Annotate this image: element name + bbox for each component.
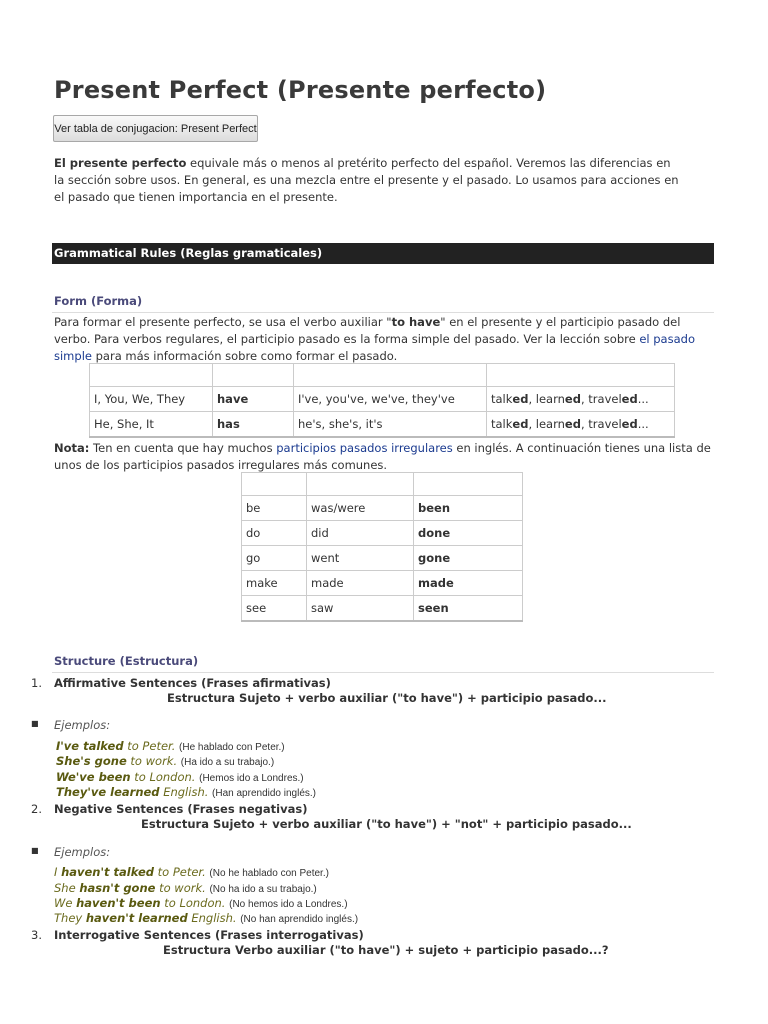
example-verb: haven't talked	[61, 865, 154, 879]
example-rest: to London.	[160, 896, 226, 910]
note-paragraph	[54, 440, 719, 474]
irregular-verbs-table	[241, 472, 523, 622]
examples-label: Ejemplos:	[54, 718, 111, 732]
table-cell	[213, 387, 294, 412]
bullet-icon: ■	[31, 846, 39, 855]
example-sentence	[54, 881, 317, 895]
table-cell: did	[307, 521, 414, 546]
table-row	[242, 596, 523, 622]
note-text-b: en inglés. A continuación tienes una lista de unos de los participios pasados irregulares más comunes.	[54, 441, 711, 472]
participle-stem: , learn	[528, 392, 565, 406]
participle-stem: talk	[491, 417, 513, 431]
table-cell: saw	[307, 596, 414, 622]
participle-suffix: ed	[621, 392, 638, 406]
example-verb: She's gone	[56, 754, 127, 768]
table-cell	[213, 364, 294, 387]
structure-formula: Estructura Sujeto + verbo auxiliar ("to have") + "not" + participio pasado...	[141, 817, 632, 831]
irregular-participles-link[interactable]: participios pasados irregulares	[276, 441, 453, 455]
table-cell	[294, 364, 487, 387]
table-cell	[414, 473, 523, 496]
table-row	[90, 387, 675, 412]
example-translation: (He hablado con Peter.)	[179, 742, 285, 753]
note-label: Nota:	[54, 441, 90, 455]
aux-verb: have	[217, 392, 249, 406]
table-cell: go	[242, 546, 307, 571]
example-translation: (No hemos ido a Londres.)	[229, 899, 348, 910]
example-translation: (No he hablado con Peter.)	[209, 868, 329, 879]
example-rest: English.	[159, 785, 209, 799]
table-cell	[242, 473, 307, 496]
example-sentence	[54, 911, 358, 925]
list-item-title: Interrogative Sentences (Frases interrogativas)	[54, 928, 364, 942]
form-heading: Form (Forma)	[54, 294, 143, 308]
participle-stem: , travel	[580, 417, 622, 431]
table-cell	[307, 473, 414, 496]
list-number: 1.	[31, 676, 42, 690]
page-title: Present Perfect (Presente perfecto)	[54, 76, 547, 104]
table-cell	[213, 412, 294, 438]
example-rest: to work.	[126, 754, 178, 768]
participle-suffix: ed	[621, 417, 638, 431]
list-item-title: Affirmative Sentences (Frases afirmativas)	[54, 676, 331, 690]
list-number: 2.	[31, 802, 42, 816]
example-subject: I	[54, 865, 62, 879]
table-cell: was/were	[307, 496, 414, 521]
participle-suffix: ed	[564, 417, 581, 431]
example-rest: to work.	[155, 881, 206, 895]
form-text-a: Para formar el presente perfecto, se usa el verbo auxiliar "	[54, 315, 392, 329]
example-verb: haven't been	[76, 896, 161, 910]
aux-verb: has	[217, 417, 240, 431]
example-translation: (Han aprendido inglés.)	[212, 788, 316, 799]
bullet-icon: ■	[31, 719, 39, 728]
table-cell: see	[242, 596, 307, 622]
example-subject: She	[54, 881, 80, 895]
structure-formula: Estructura Verbo auxiliar ("to have") + sujeto + participio pasado...?	[163, 943, 609, 957]
table-cell: I, You, We, They	[90, 387, 213, 412]
table-row	[90, 412, 675, 438]
form-text-d: para más información sobre como formar el pasado.	[91, 349, 398, 363]
example-sentence	[54, 896, 348, 910]
form-text-c: " en el presente y el participio pasado del verbo. Para verbos regulares, el participio pasado es la forma simple del pasado. Ver la lección sobre	[54, 315, 681, 346]
form-paragraph	[54, 314, 719, 365]
example-sentence	[56, 739, 285, 753]
intro-paragraph	[54, 155, 684, 206]
table-cell	[414, 496, 523, 521]
table-cell	[90, 364, 213, 387]
table-cell	[487, 387, 675, 412]
example-sentence	[56, 785, 316, 799]
participle-stem: , travel	[580, 392, 622, 406]
intro-bold: El presente perfecto	[54, 156, 187, 170]
example-verb: I've talked	[56, 739, 124, 753]
table-header-row	[242, 473, 523, 496]
ellipsis: ...	[637, 417, 649, 431]
participle-suffix: ed	[512, 392, 529, 406]
example-translation: (No han aprendido inglés.)	[240, 914, 359, 925]
example-translation: (No ha ido a su trabajo.)	[209, 884, 317, 895]
example-translation: (Ha ido a su trabajo.)	[180, 757, 275, 768]
participle: been	[418, 501, 451, 515]
participle-suffix: ed	[564, 392, 581, 406]
table-cell: I've, you've, we've, they've	[294, 387, 487, 412]
examples-label: Ejemplos:	[54, 845, 111, 859]
section-header: Grammatical Rules (Reglas gramaticales)	[52, 243, 714, 264]
table-cell	[414, 546, 523, 571]
table-row	[242, 571, 523, 596]
participle: seen	[418, 601, 449, 615]
table-row	[242, 496, 523, 521]
example-rest: to Peter.	[153, 865, 206, 879]
table-row	[242, 546, 523, 571]
structure-heading: Structure (Estructura)	[54, 654, 199, 668]
have-has-table	[89, 363, 675, 438]
example-verb: haven't learned	[85, 911, 188, 925]
participle-stem: talk	[491, 392, 513, 406]
example-sentence	[56, 754, 274, 768]
table-cell: He, She, It	[90, 412, 213, 438]
example-rest: to London.	[130, 770, 196, 784]
table-row	[242, 521, 523, 546]
table-cell: made	[307, 571, 414, 596]
past-simple-link[interactable]: el pasado simple	[54, 332, 695, 363]
example-verb: We've been	[56, 770, 131, 784]
list-number: 3.	[31, 928, 42, 942]
table-cell	[414, 521, 523, 546]
table-cell	[414, 571, 523, 596]
table-cell	[487, 412, 675, 438]
table-cell: make	[242, 571, 307, 596]
participle-stem: , learn	[528, 417, 565, 431]
table-cell: do	[242, 521, 307, 546]
table-cell	[487, 364, 675, 387]
example-subject: They	[54, 911, 86, 925]
intro-text: equivale más o menos al pretérito perfecto del español. Veremos las diferencias en la sección sobre usos. En general, es una mezcla entre el presente y el pasado. Lo usamos para acciones en el pasado que tienen importancia en el presente.	[54, 156, 679, 204]
table-cell	[414, 596, 523, 622]
participle: made	[418, 576, 454, 590]
example-rest: to Peter.	[123, 739, 176, 753]
example-translation: (Hemos ido a Londres.)	[199, 773, 304, 784]
example-verb: hasn't gone	[79, 881, 156, 895]
participle-suffix: ed	[512, 417, 529, 431]
participle: gone	[418, 551, 451, 565]
note-text-a: Ten en cuenta que hay muchos	[89, 441, 277, 455]
ellipsis: ...	[637, 392, 649, 406]
example-sentence	[56, 770, 304, 784]
example-sentence	[54, 865, 329, 879]
table-cell: went	[307, 546, 414, 571]
table-cell: he's, she's, it's	[294, 412, 487, 438]
list-item-title: Negative Sentences (Frases negativas)	[54, 802, 308, 816]
example-rest: English.	[187, 911, 237, 925]
example-verb: They've learned	[56, 785, 160, 799]
table-cell: be	[242, 496, 307, 521]
example-subject: We	[54, 896, 77, 910]
conjugation-table-button[interactable]: Ver tabla de conjugacion: Present Perfect	[53, 115, 258, 142]
table-header-row	[90, 364, 675, 387]
divider	[52, 672, 714, 673]
form-text-b: to have	[391, 315, 441, 329]
participle: done	[418, 526, 451, 540]
divider	[52, 312, 714, 313]
structure-formula: Estructura Sujeto + verbo auxiliar ("to have") + participio pasado...	[167, 691, 607, 705]
